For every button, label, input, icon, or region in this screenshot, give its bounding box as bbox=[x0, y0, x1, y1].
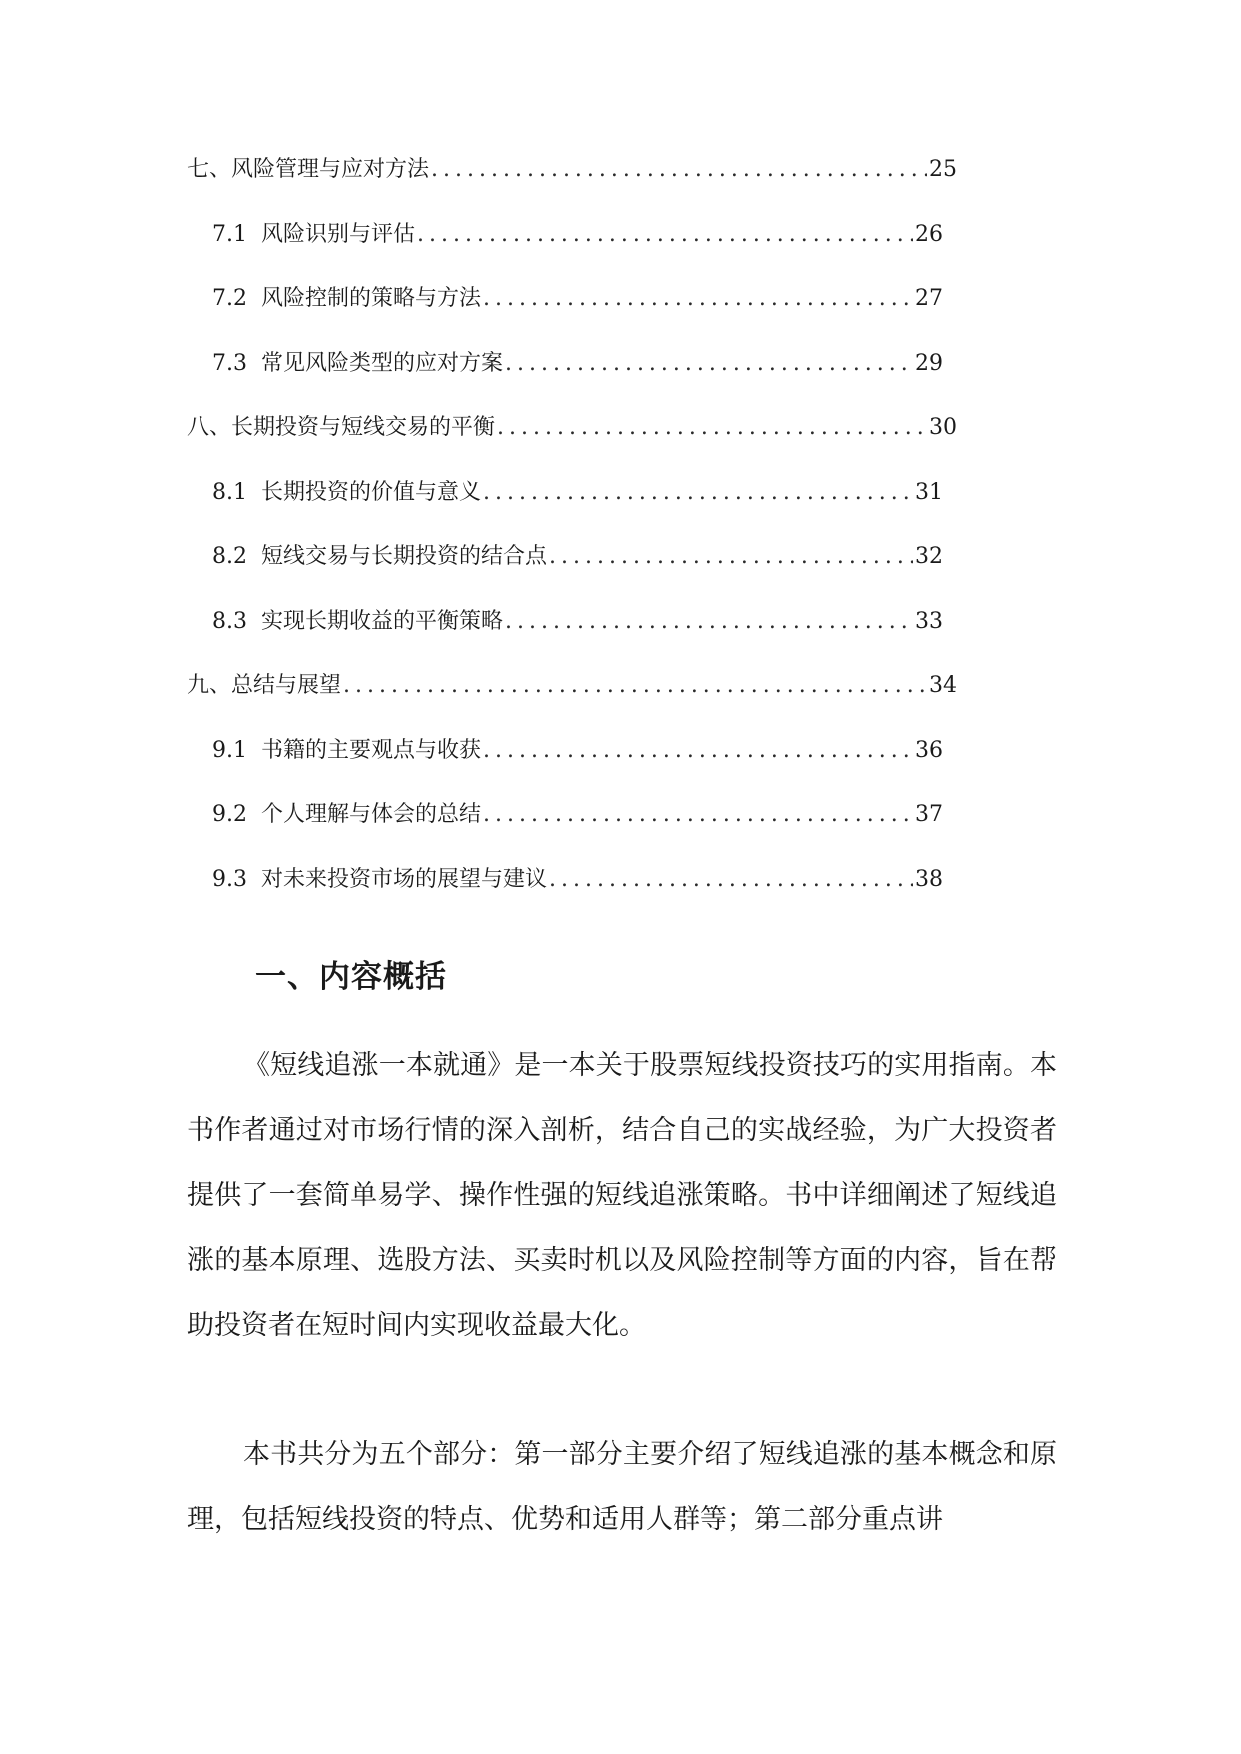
toc-page-number: 38 bbox=[915, 867, 943, 892]
toc-entry-label: 短线交易与长期投资的结合点 bbox=[261, 544, 548, 569]
toc-page-number: 37 bbox=[915, 802, 943, 827]
toc-entry-number: 9.3 bbox=[212, 867, 247, 892]
toc-entry-number: 7.1 bbox=[212, 222, 247, 247]
toc-dot-leader bbox=[483, 799, 913, 831]
toc-entry[interactable] bbox=[212, 477, 943, 509]
toc-page-number: 36 bbox=[915, 738, 943, 763]
toc-entry-title bbox=[212, 799, 481, 831]
toc-entry-label: 对未来投资市场的展望与建议 bbox=[261, 867, 548, 892]
toc-entry-label: 常见风险类型的应对方案 bbox=[261, 351, 504, 376]
section-heading: 一、内容概括 bbox=[255, 959, 447, 995]
toc-entry-title bbox=[212, 864, 547, 896]
toc-entry-number: 7.3 bbox=[212, 351, 247, 376]
toc-entry-label: 实现长期收益的平衡策略 bbox=[261, 609, 504, 634]
toc-entry-number: 8.3 bbox=[212, 609, 247, 634]
toc-dot-leader bbox=[483, 283, 913, 315]
toc-page-number: 33 bbox=[915, 609, 943, 634]
toc-entry[interactable] bbox=[212, 735, 943, 767]
toc-dot-leader bbox=[505, 606, 913, 638]
toc-entry-title bbox=[212, 541, 547, 573]
toc-page-number: 27 bbox=[915, 286, 943, 311]
toc-entry[interactable] bbox=[212, 283, 943, 315]
toc-entry[interactable] bbox=[187, 154, 957, 186]
toc-entry[interactable] bbox=[212, 606, 943, 638]
toc-entry-title bbox=[212, 735, 481, 767]
toc-page-number: 29 bbox=[915, 351, 943, 376]
toc-entry[interactable] bbox=[212, 219, 943, 251]
toc-entry-number: 7.2 bbox=[212, 286, 247, 311]
toc-page-number: 31 bbox=[915, 480, 943, 505]
toc-entry-label: 长期投资的价值与意义 bbox=[261, 480, 482, 505]
toc-entry-label: 风险识别与评估 bbox=[261, 222, 416, 247]
toc-entry-title bbox=[212, 606, 503, 638]
toc-dot-leader bbox=[483, 735, 913, 767]
toc-entry[interactable] bbox=[187, 412, 957, 444]
toc-page-number: 26 bbox=[915, 222, 943, 247]
body-paragraph: 本书共分为五个部分：第一部分主要介绍了短线追涨的基本概念和原理，包括短线投资的特点、优势和适用人群等；第二部分重点讲 bbox=[187, 1439, 1057, 1535]
toc-entry-title bbox=[212, 219, 415, 251]
toc-entry-title: 八、长期投资与短线交易的平衡 bbox=[187, 415, 496, 440]
toc-entry-title: 九、总结与展望 bbox=[187, 673, 342, 698]
toc-entry-title bbox=[212, 348, 503, 380]
toc-dot-leader bbox=[343, 670, 927, 702]
body-paragraph: 《短线追涨一本就通》是一本关于股票短线投资技巧的实用指南。本书作者通过对市场行情的深入剖析，结合自己的实战经验，为广大投资者提供了一套简单易学、操作性强的短线追涨策略。书中详细阐述了短线追涨的基本原理、选股方法、买卖时机以及风险控制等方面的内容，旨在帮助投资者在短时间内实现收益最大化。 bbox=[187, 1050, 1057, 1341]
toc-entry-number: 9.1 bbox=[212, 738, 247, 763]
toc-entry[interactable] bbox=[212, 864, 943, 896]
toc-dot-leader bbox=[497, 412, 927, 444]
toc-entry[interactable] bbox=[212, 348, 943, 380]
toc-dot-leader bbox=[417, 219, 913, 251]
toc-entry-number: 9.2 bbox=[212, 802, 247, 827]
toc-dot-leader bbox=[431, 154, 927, 186]
toc-entry-number: 8.1 bbox=[212, 480, 247, 505]
toc-page-number: 34 bbox=[929, 673, 957, 698]
toc-entry-title bbox=[212, 477, 481, 509]
toc-entry-number: 8.2 bbox=[212, 544, 247, 569]
toc-dot-leader bbox=[505, 348, 913, 380]
toc-entry-label: 风险控制的策略与方法 bbox=[261, 286, 482, 311]
toc-entry-title bbox=[212, 283, 481, 315]
toc-page-number: 25 bbox=[929, 157, 957, 182]
toc-entry[interactable] bbox=[212, 799, 943, 831]
toc-entry[interactable] bbox=[187, 670, 957, 702]
toc-dot-leader bbox=[549, 541, 913, 573]
toc-entry-label: 书籍的主要观点与收获 bbox=[261, 738, 482, 763]
toc-page-number: 32 bbox=[915, 544, 943, 569]
toc-entry[interactable] bbox=[212, 541, 943, 573]
toc-dot-leader bbox=[483, 477, 913, 509]
toc-page-number: 30 bbox=[929, 415, 957, 440]
toc-dot-leader bbox=[549, 864, 913, 896]
toc-entry-title: 七、风险管理与应对方法 bbox=[187, 157, 430, 182]
toc-entry-label: 个人理解与体会的总结 bbox=[261, 802, 482, 827]
